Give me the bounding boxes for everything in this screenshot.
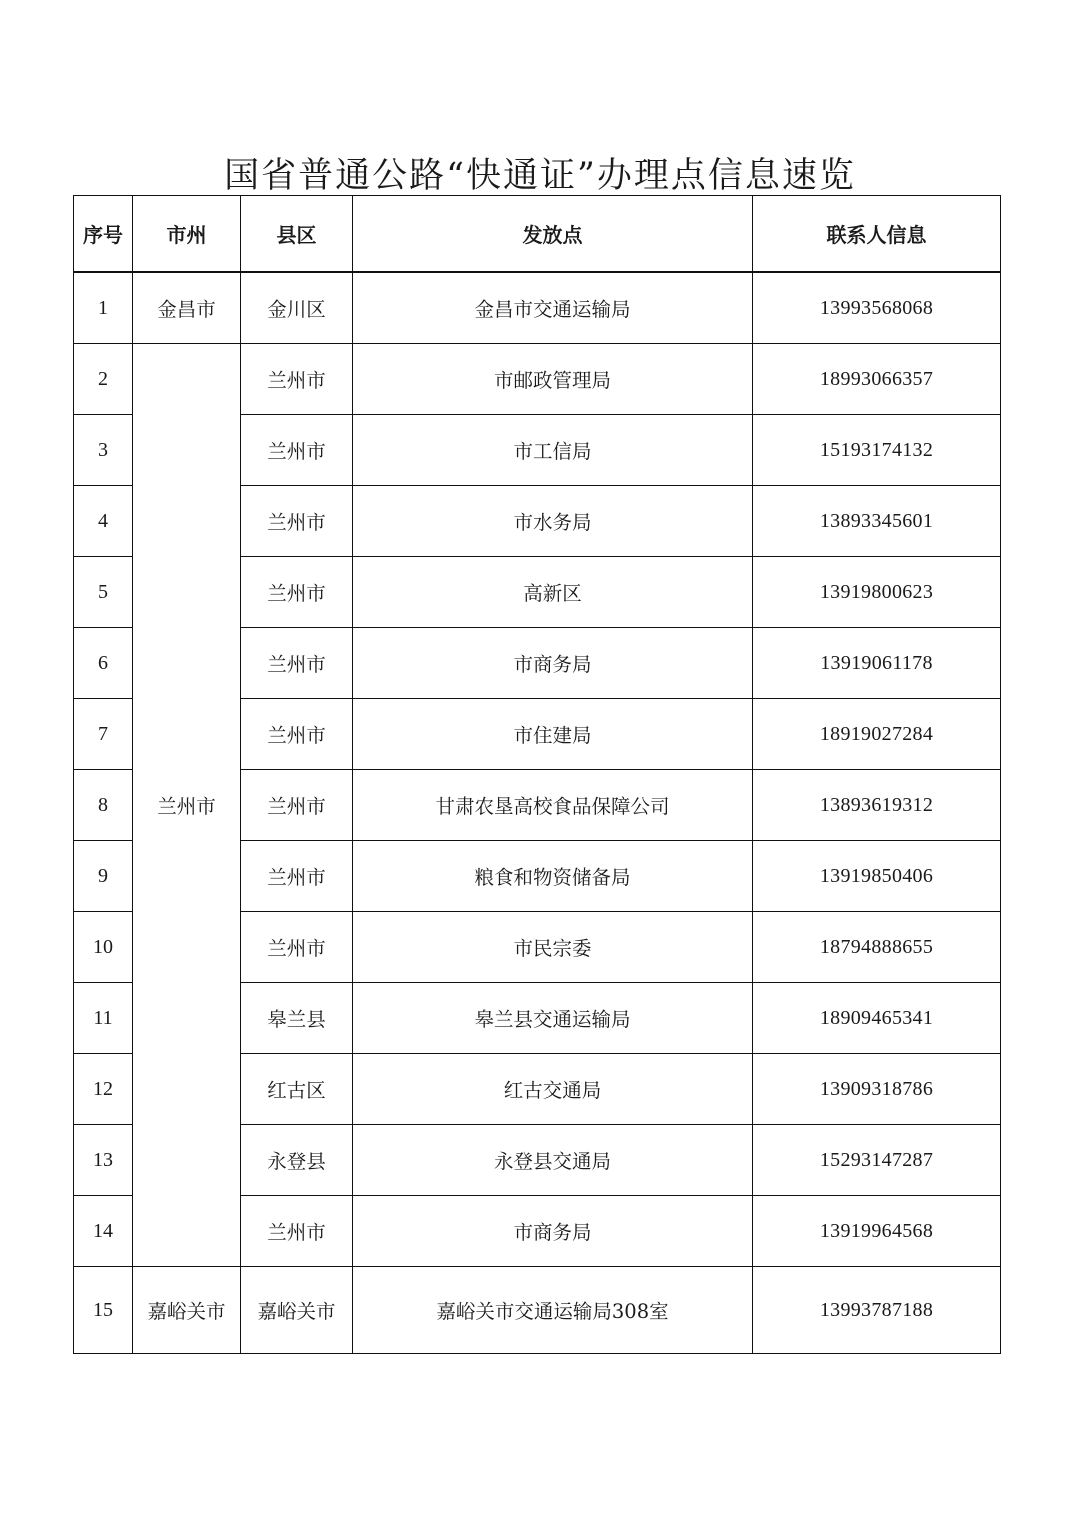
cell-county: 兰州市 — [241, 415, 353, 486]
header-row — [74, 196, 1001, 273]
cell-county: 兰州市 — [241, 557, 353, 628]
header-county: 县区 — [241, 196, 353, 273]
cell-seq: 3 — [74, 415, 133, 486]
cell-issue-point: 市住建局 — [353, 699, 753, 770]
header-seq: 序号 — [74, 196, 133, 273]
cell-county: 皋兰县 — [241, 983, 353, 1054]
cell-contact: 18993066357 — [753, 344, 1001, 415]
cell-issue-point: 市邮政管理局 — [353, 344, 753, 415]
cell-issue-point: 市工信局 — [353, 415, 753, 486]
cell-contact: 13919964568 — [753, 1196, 1001, 1267]
cell-contact: 13919850406 — [753, 841, 1001, 912]
cell-county: 嘉峪关市 — [241, 1267, 353, 1354]
cell-issue-point: 皋兰县交通运输局 — [353, 983, 753, 1054]
cell-contact: 13893345601 — [753, 486, 1001, 557]
cell-county: 金川区 — [241, 272, 353, 344]
cell-seq: 4 — [74, 486, 133, 557]
cell-contact: 13993787188 — [753, 1267, 1001, 1354]
cell-county: 兰州市 — [241, 486, 353, 557]
cell-contact: 15193174132 — [753, 415, 1001, 486]
cell-seq: 6 — [74, 628, 133, 699]
cell-issue-point: 金昌市交通运输局 — [353, 272, 753, 344]
cell-seq: 8 — [74, 770, 133, 841]
cell-seq: 7 — [74, 699, 133, 770]
cell-contact: 13919061178 — [753, 628, 1001, 699]
cell-contact: 18909465341 — [753, 983, 1001, 1054]
cell-county: 兰州市 — [241, 699, 353, 770]
cell-seq: 2 — [74, 344, 133, 415]
table-row — [74, 1267, 1001, 1354]
cell-seq: 11 — [74, 983, 133, 1054]
cell-seq: 10 — [74, 912, 133, 983]
cell-seq: 5 — [74, 557, 133, 628]
cell-contact: 13893619312 — [753, 770, 1001, 841]
cell-contact: 18919027284 — [753, 699, 1001, 770]
cell-issue-point: 嘉峪关市交通运输局308室 — [353, 1267, 753, 1354]
cell-county: 永登县 — [241, 1125, 353, 1196]
cell-county: 兰州市 — [241, 1196, 353, 1267]
cell-seq: 14 — [74, 1196, 133, 1267]
cell-county: 兰州市 — [241, 770, 353, 841]
cell-city-merged: 兰州市 — [133, 344, 241, 1267]
info-table — [73, 195, 1001, 1354]
cell-issue-point: 高新区 — [353, 557, 753, 628]
cell-issue-point: 红古交通局 — [353, 1054, 753, 1125]
cell-seq: 15 — [74, 1267, 133, 1354]
cell-county: 红古区 — [241, 1054, 353, 1125]
cell-county: 兰州市 — [241, 344, 353, 415]
cell-seq: 13 — [74, 1125, 133, 1196]
cell-contact: 18794888655 — [753, 912, 1001, 983]
cell-contact: 13993568068 — [753, 272, 1001, 344]
cell-seq: 9 — [74, 841, 133, 912]
cell-contact: 13919800623 — [753, 557, 1001, 628]
cell-county: 兰州市 — [241, 841, 353, 912]
table-row — [74, 344, 1001, 415]
cell-city: 金昌市 — [133, 272, 241, 344]
header-issue-point: 发放点 — [353, 196, 753, 273]
header-contact: 联系人信息 — [753, 196, 1001, 273]
cell-contact: 13909318786 — [753, 1054, 1001, 1125]
page-title: 国省普通公路“快通证”办理点信息速览 — [224, 156, 856, 196]
cell-county: 兰州市 — [241, 628, 353, 699]
cell-seq: 12 — [74, 1054, 133, 1125]
cell-issue-point: 市民宗委 — [353, 912, 753, 983]
cell-issue-point: 粮食和物资储备局 — [353, 841, 753, 912]
cell-contact: 15293147287 — [753, 1125, 1001, 1196]
cell-city: 嘉峪关市 — [133, 1267, 241, 1354]
cell-issue-point: 永登县交通局 — [353, 1125, 753, 1196]
cell-issue-point: 市水务局 — [353, 486, 753, 557]
cell-seq: 1 — [74, 272, 133, 344]
cell-issue-point: 市商务局 — [353, 628, 753, 699]
cell-issue-point: 甘肃农垦高校食品保障公司 — [353, 770, 753, 841]
cell-issue-point: 市商务局 — [353, 1196, 753, 1267]
cell-county: 兰州市 — [241, 912, 353, 983]
header-city: 市州 — [133, 196, 241, 273]
table-row — [74, 272, 1001, 344]
